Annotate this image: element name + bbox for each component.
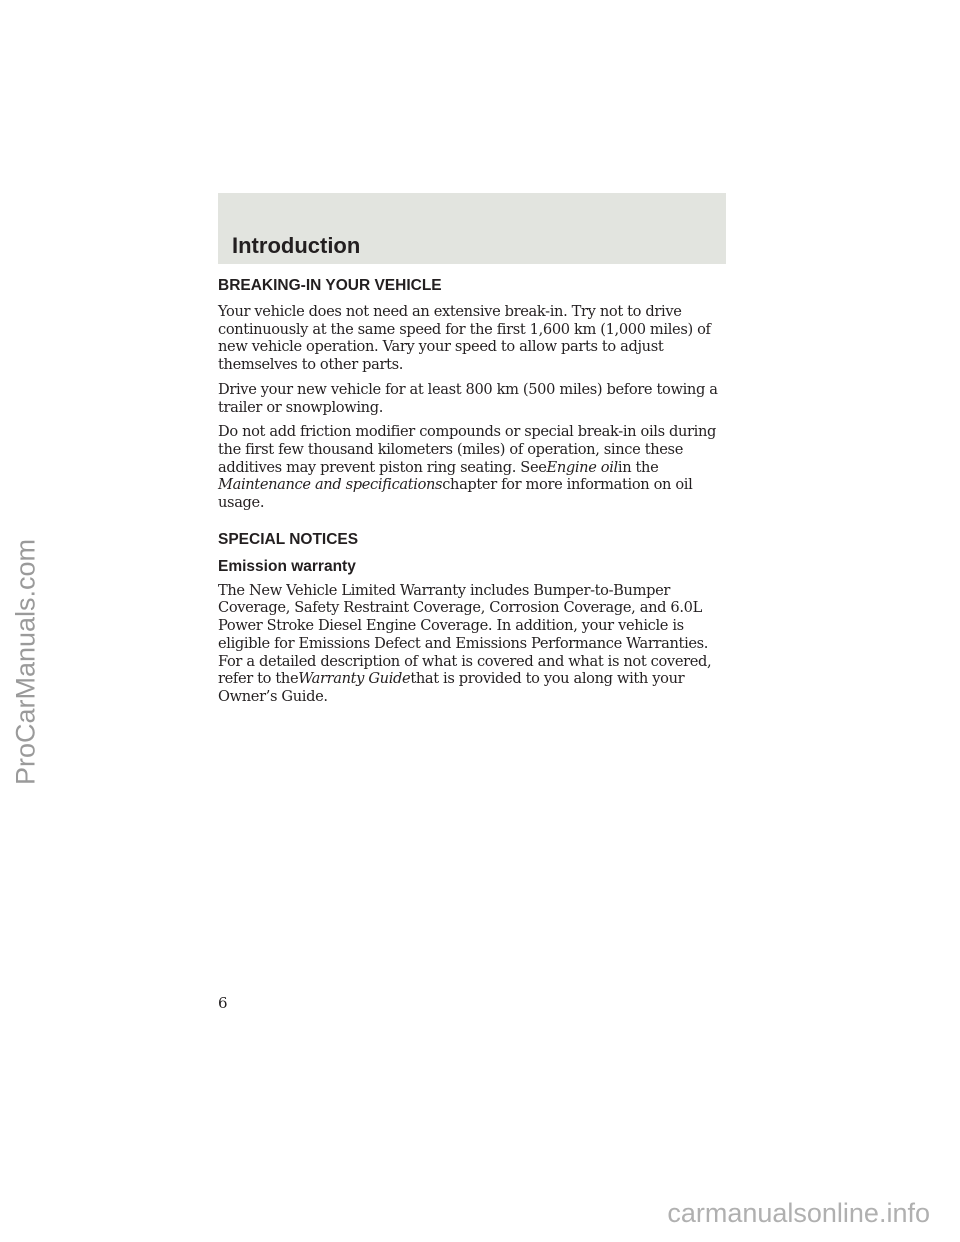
breaking-in-paragraph-1: Your vehicle does not need an extensive break-in. Try not to drive continuously at the same speed for the first 1,600 km (1,000 miles) of new vehicle operation. Vary your speed to allow parts to adjust themselves to other parts. [218,303,711,374]
chapter-header-band [218,193,726,264]
side-watermark-text: ProCarManuals.com [10,538,41,786]
maintenance-chapter-reference: Maintenance and specifications [218,476,443,494]
breaking-in-paragraph-2: Drive your new vehicle for at least 800 km (500 miles) before towing a trailer or snowplowing. [218,380,718,416]
page-number: 6 [218,994,228,1012]
section-heading-special-notices: SPECIAL NOTICES [218,530,359,548]
side-watermark [3,512,49,812]
paragraph-text: that is provided to you along with your Owner’s Guide. [218,670,685,705]
paragraph-text: The New Vehicle Limited Warranty includes Bumper-to-Bumper Coverage, Safety Restraint Coverage, Corrosion Coverage, and 6.0L Power Stroke Diesel Engine Coverage. In addition, your vehicle is eligible for Emissions Defect and Emissions Performance Warranties. For a detailed description of what is covered and what is not covered, refer to the [218,581,712,688]
paragraph-text: chapter for more information on oil usage. [218,476,693,512]
chapter-title: Introduction [232,233,361,258]
emission-warranty-paragraph [218,582,728,706]
paragraph-text: in the [617,458,659,476]
page-content [218,276,728,713]
subheading-emission-warranty: Emission warranty [218,557,356,575]
breaking-in-paragraph-3 [218,423,728,512]
bottom-watermark: carmanualsonline.info [667,1198,930,1228]
section-heading-breaking-in: BREAKING-IN YOUR VEHICLE [218,277,442,294]
warranty-guide-reference: Warranty Guide [298,670,411,688]
engine-oil-reference: Engine oil [546,458,618,476]
paragraph-text: Do not add friction modifier compounds or special break-in oils during the first few thousand kilometers (miles) of operation, since these additives may prevent piston ring seating. See [218,423,717,476]
